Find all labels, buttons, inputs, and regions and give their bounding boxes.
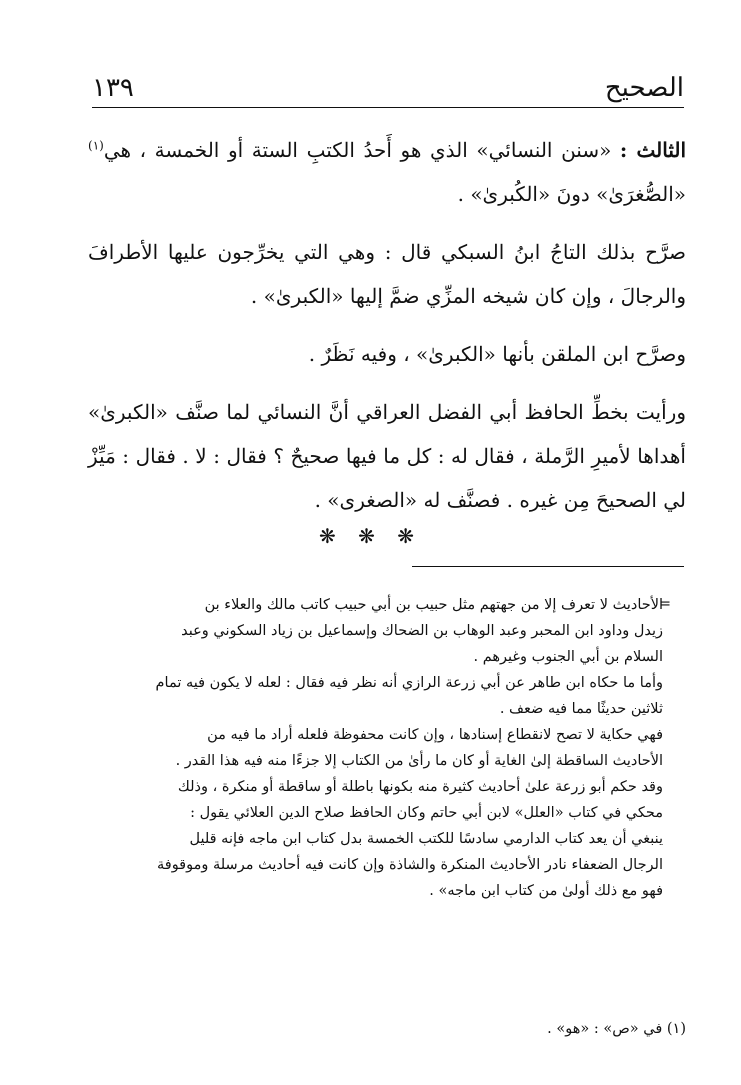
- footnote-1: (١) في «ص» : «هو» .: [547, 1021, 686, 1037]
- paragraph-text: «الصُّغرَىٰ» دونَ «الكُبرىٰ» .: [457, 182, 686, 206]
- note-line: الرجال الضعفاء نادر الأحاديث المنكرة والشاذة وإن كانت فيه أحاديث مرسلة وموقوفة: [156, 857, 663, 873]
- footnote-reference[interactable]: (١): [88, 138, 104, 153]
- main-text: [88, 128, 686, 536]
- section-separator: ❋ ❋ ❋: [319, 524, 422, 548]
- notes-block: [88, 592, 663, 904]
- paragraph-mulaqqin: وصرَّح ابن الملقن بأنها «الكبرىٰ» ، وفيه نَظَرٌ .: [308, 342, 686, 366]
- note-line: السلام بن أبي الجنوب وغيرهم .: [473, 649, 663, 665]
- note-line: ثلاثين حديثًا مما فيه ضعف .: [499, 701, 663, 717]
- note-line: الأحاديث الساقطة إلىٰ الغاية أو كان ما رأىٰ من الكتاب إلا جزءًا منه فيه هذا القدر .: [175, 753, 663, 769]
- page-number: ١٣٩: [92, 73, 134, 103]
- note-line: زيدل وداود ابن المحبر وعبد الوهاب بن الضحاك وإسماعيل بن زياد السكوني وعبد: [181, 623, 663, 639]
- paragraph-iraqi: ورأيت بخطِّ الحافظ أبي الفضل العراقي أنَّ النسائي لما صنَّف «الكبرىٰ» أهداها لأميرِ الرَّملة ، فقال له : كل ما فيها صحيحٌ ؟ فقال : لا . فقال : مَيِّزْ لي الصحيحَ مِن غيره . فصنَّف له «الصغرى» .: [88, 400, 686, 512]
- note-line: ينبغي أن يعد كتاب الدارمي سادسًا للكتب الخمسة بدل كتاب ابن ماجه فإنه قليل: [189, 831, 663, 847]
- paragraph-subki: صرَّح بذلك التاجُ ابنُ السبكي قال : وهي التي يخرِّجون عليها الأطرافَ والرجالَ ، وإن كان شيخه المزِّي ضمَّ إليها «الكبرىٰ» .: [88, 240, 686, 308]
- running-title: الصحيح: [604, 73, 684, 103]
- note-line: فهو مع ذلك أولىٰ من كتاب ابن ماجه» .: [429, 883, 663, 899]
- page-header: [92, 66, 684, 108]
- note-line: وأما ما حكاه ابن طاهر عن أبي زرعة الرازي أنه نظر فيه فقال : لعله لا يكون فيه تمام: [155, 675, 663, 691]
- continuation-mark: =: [659, 596, 671, 612]
- paragraph-text: «سنن النسائي» الذي هو أَحدُ الكتبِ الستة أو الخمسة ، هي: [103, 138, 620, 162]
- note-line: وقد حكم أبو زرعة علىٰ أحاديث كثيرة منه بكونها باطلة أو ساقطة أو منكرة ، وذلك: [177, 779, 663, 795]
- note-line: محكي في كتاب «العلل» لابن أبي حاتم وكان الحافظ صلاح الدين العلائي يقول :: [190, 805, 663, 821]
- note-line: فهي حكاية لا تصح لانقطاع إسنادها ، وإن كانت محفوظة فلعله أراد ما فيه من: [207, 727, 663, 743]
- paragraph-third-book: [88, 128, 686, 216]
- footnote-divider: [412, 566, 684, 567]
- paragraph-lead: الثالث :: [619, 138, 687, 162]
- note-line: الأحاديث لا تعرف إلا من جهتهم مثل حبيب بن أبي حبيب كاتب مالك والعلاء بن: [204, 597, 663, 613]
